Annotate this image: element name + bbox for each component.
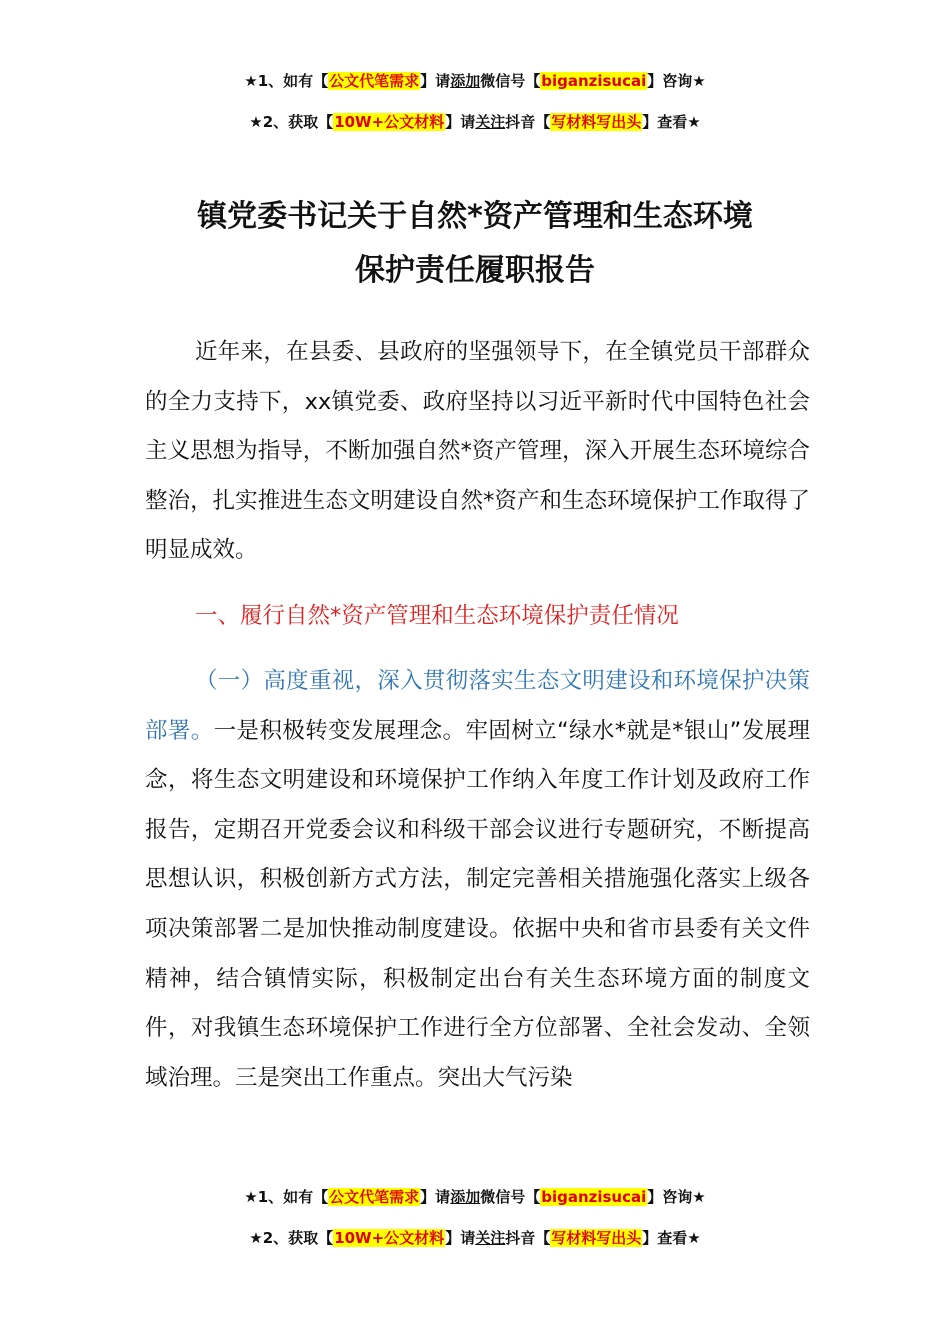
promo-underlined: 关注 (475, 113, 506, 131)
promo-text: ★1、如有【 (244, 72, 329, 90)
promo-text: 】请 (420, 72, 451, 90)
promo-text: 】请 (445, 113, 476, 131)
promo-highlight: biganzisucai (541, 1188, 647, 1206)
promo-highlight: 公文代笔需求 (329, 72, 420, 90)
bottom-promo-line-2 (0, 1228, 950, 1248)
promo-text: 抖音【 (505, 113, 551, 131)
promo-text: 】请 (420, 1188, 451, 1206)
promo-text: 】咨询★ (647, 72, 706, 90)
promo-text: 】查看★ (642, 113, 701, 131)
promo-highlight: 10W+公文材料 (334, 113, 445, 131)
promo-underlined: 添加 (450, 1188, 481, 1206)
title-line-2: 保护责任履职报告 (355, 253, 595, 288)
promo-text: 抖音【 (505, 1229, 551, 1247)
promo-text: 】咨询★ (647, 1188, 706, 1206)
promo-text: ★2、获取【 (249, 113, 334, 131)
promo-text: 】请 (445, 1229, 476, 1247)
promo-highlight: biganzisucai (541, 72, 647, 90)
promo-highlight: 10W+公文材料 (334, 1229, 445, 1247)
subsection-paragraph (145, 657, 810, 1103)
bottom-promo-line-1 (0, 1187, 950, 1207)
promo-highlight: 写材料写出头 (551, 1229, 642, 1247)
promo-text: ★2、获取【 (249, 1229, 334, 1247)
promo-underlined: 关注 (475, 1229, 506, 1247)
title-line-1: 镇党委书记关于自然*资产管理和生态环境 (197, 199, 753, 234)
top-promo-line-1 (0, 71, 950, 91)
promo-text: 】查看★ (642, 1229, 701, 1247)
subsection-heading: （一）高度重视，深入贯彻落实生态文明建设和环境保护决策部署。 (145, 668, 810, 744)
promo-text: 微信号【 (480, 1188, 541, 1206)
section-heading: 一、履行自然*资产管理和生态环境保护责任情况 (195, 603, 679, 629)
subsection-text: 一是积极转变发展理念。牢固树立“绿水*就是*银山”发展理念，将生态文明建设和环境保护工作纳入年度工作计划及政府工作报告，定期召开党委会议和科级干部会议进行专题研究，不断提高思想认识，积极创新方式方法，制定完善相关措施强化落实上级各项决策部署二是加快推动制度建设。依据中央和省市县委有关文件精神，结合镇情实际，积极制定出台有关生态环境方面的制度文件，对我镇生态环境保护工作进行全方位部署、全社会发动、全领域治理。三是突出工作重点。突出大气污染 (145, 717, 810, 1091)
promo-underlined: 添加 (450, 72, 481, 90)
top-promo-line-2 (0, 112, 950, 132)
intro-paragraph: 近年来，在县委、县政府的坚强领导下，在全镇党员干部群众的全力支持下，xx镇党委、政府坚持以习近平新时代中国特色社会主义思想为指导，不断加强自然*资产管理，深入开展生态环境综合整治，扎实推进生态文明建设自然*资产和生态环境保护工作取得了明显成效。 (145, 339, 810, 564)
document-title (0, 190, 950, 298)
promo-highlight: 公文代笔需求 (329, 1188, 420, 1206)
promo-text: ★1、如有【 (244, 1188, 329, 1206)
promo-highlight: 写材料写出头 (551, 113, 642, 131)
promo-text: 微信号【 (480, 72, 541, 90)
